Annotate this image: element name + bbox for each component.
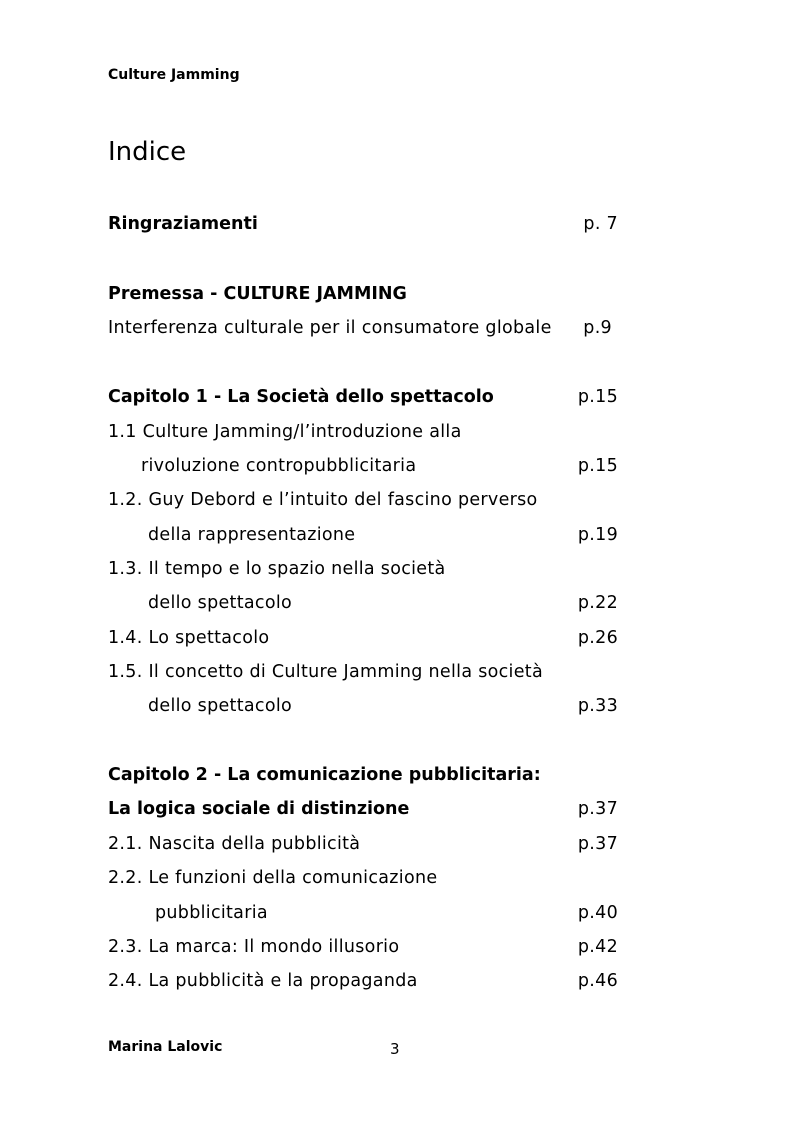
page-title: Indice [108, 137, 187, 167]
toc-entry-label: 2.1. Nascita della pubblicità [108, 834, 361, 854]
toc-entry-ringraziamenti [108, 214, 618, 244]
toc-entry-label: 1.4. Lo spettacolo [108, 628, 270, 648]
toc-entry-1-1-cont [108, 456, 618, 486]
toc-entry-page: p.15 [577, 387, 618, 407]
toc-entry-label: dello spettacolo [148, 593, 293, 613]
toc-entry-page: p.26 [577, 628, 618, 648]
footer-author: Marina Lalovic [108, 1039, 223, 1055]
toc-entry-label: 2.4. La pubblicità e la propaganda [108, 971, 418, 991]
toc-entry-label: 1.2. Guy Debord e l’intuito del fascino perverso [108, 490, 538, 510]
toc-entry-page: p.9 [583, 318, 612, 338]
toc-entry-label: Premessa - CULTURE JAMMING [108, 284, 407, 304]
toc-entry-page: p. 7 [583, 214, 618, 234]
toc-entry-2-2-cont [108, 903, 618, 933]
toc-entry-2-4 [108, 971, 618, 1001]
toc-entry-page: p.46 [577, 971, 618, 991]
toc-entry-label: Interferenza culturale per il consumatore globale [108, 318, 552, 338]
toc-entry-1-2 [108, 490, 618, 520]
toc-entry-premessa [108, 284, 618, 314]
toc-entry-label: Capitolo 1 - La Società dello spettacolo [108, 387, 494, 407]
toc-entry-1-2-cont [108, 525, 618, 555]
toc-entry-page: p.33 [577, 696, 618, 716]
toc-entry-label: Ringraziamenti [108, 214, 258, 234]
toc-entry-label: 2.2. Le funzioni della comunicazione [108, 868, 438, 888]
toc-entry-capitolo-2 [108, 765, 618, 795]
toc-entry-page: p.42 [577, 937, 618, 957]
toc-entry-capitolo-1 [108, 387, 618, 417]
toc-entry-page: p.22 [577, 593, 618, 613]
toc-entry-2-3 [108, 937, 618, 967]
toc-entry-label: della rappresentazione [148, 525, 356, 545]
toc-entry-1-3-cont [108, 593, 618, 623]
toc-entry-2-1 [108, 834, 618, 864]
toc-entry-interferenza [108, 318, 618, 348]
toc-entry-page: p.37 [577, 834, 618, 854]
toc-entry-label: 1.5. Il concetto di Culture Jamming nella società [108, 662, 543, 682]
toc-entry-label: pubblicitaria [155, 903, 268, 923]
toc-entry-1-4 [108, 628, 618, 658]
toc-entry-label: rivoluzione contropubblicitaria [141, 456, 417, 476]
toc-entry-label: 2.3. La marca: Il mondo illusorio [108, 937, 400, 957]
toc-entry-page: p.37 [577, 799, 618, 819]
toc-entry-capitolo-2-cont [108, 799, 618, 829]
toc-entry-label: 1.1 Culture Jamming/l’introduzione alla [108, 422, 462, 442]
toc-entry-page: p.40 [577, 903, 618, 923]
toc-entry-label: dello spettacolo [148, 696, 293, 716]
page-number: 3 [390, 1040, 400, 1058]
toc-entry-label: Capitolo 2 - La comunicazione pubblicitaria: [108, 765, 541, 785]
toc-entry-1-5 [108, 662, 618, 692]
toc-entry-1-3 [108, 559, 618, 589]
running-header: Culture Jamming [108, 67, 240, 83]
toc-entry-label: 1.3. Il tempo e lo spazio nella società [108, 559, 446, 579]
toc-entry-page: p.19 [577, 525, 618, 545]
toc-entry-1-5-cont [108, 696, 618, 726]
toc-entry-page: p.15 [577, 456, 618, 476]
toc-entry-2-2 [108, 868, 618, 898]
toc-entry-1-1 [108, 422, 618, 452]
toc-entry-label: La logica sociale di distinzione [108, 799, 410, 819]
